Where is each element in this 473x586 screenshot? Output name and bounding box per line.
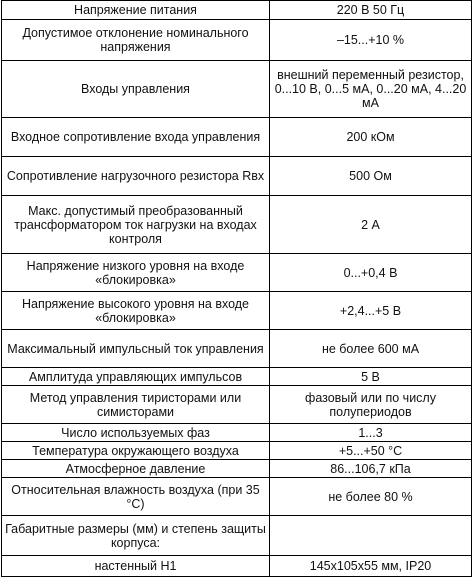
parameter-value-cell: 200 кОм: [270, 118, 472, 157]
parameter-value-cell: 86...106,7 кПа: [270, 460, 472, 478]
parameter-value-cell: +5...+50 °С: [270, 442, 472, 460]
parameter-name-cell: Атмосферное давление: [2, 460, 270, 478]
table-row: [2, 118, 472, 157]
table-row: [2, 61, 472, 118]
table-row: [2, 330, 472, 368]
specifications-table-body: [2, 1, 472, 577]
parameter-value-cell: 2 А: [270, 196, 472, 254]
table-row: [2, 556, 472, 577]
parameter-value-cell: 1...3: [270, 424, 472, 442]
parameter-name-cell: Допустимое отклонение номинального напряжения: [2, 20, 270, 61]
parameter-value-cell: 5 В: [270, 368, 472, 386]
table-row: [2, 254, 472, 292]
table-row: [2, 196, 472, 254]
parameter-value-cell: 145x105x55 мм, IP20: [270, 556, 472, 577]
parameter-name-cell: Входы управления: [2, 61, 270, 118]
table-row: [2, 478, 472, 516]
parameter-name-cell: Макс. допустимый преобразованный трансформатором ток нагрузки на входах контроля: [2, 196, 270, 254]
parameter-value-cell: фазовый или по числу полупериодов: [270, 386, 472, 424]
table-row: [2, 442, 472, 460]
table-row: [2, 1, 472, 20]
parameter-name-cell: Входное сопротивление входа управления: [2, 118, 270, 157]
parameter-value-cell: 500 Ом: [270, 157, 472, 196]
table-row: [2, 368, 472, 386]
parameter-value-cell: не более 80 %: [270, 478, 472, 516]
parameter-name-cell: Максимальный импульсный ток управления: [2, 330, 270, 368]
parameter-value-cell: 0...+0,4 В: [270, 254, 472, 292]
parameter-value-cell: 220 В 50 Гц: [270, 1, 472, 20]
parameter-name-cell: Амплитуда управляющих импульсов: [2, 368, 270, 386]
table-row: [2, 516, 472, 556]
parameter-name-cell: Число используемых фаз: [2, 424, 270, 442]
parameter-name-cell: настенный Н1: [2, 556, 270, 577]
parameter-name-cell: Напряжение высокого уровня на входе «блокировка»: [2, 292, 270, 330]
table-row: [2, 292, 472, 330]
parameter-value-cell: [270, 516, 472, 556]
parameter-value-cell: –15...+10 %: [270, 20, 472, 61]
table-row: [2, 386, 472, 424]
table-row: [2, 460, 472, 478]
table-row: [2, 20, 472, 61]
parameter-value-cell: не более 600 мА: [270, 330, 472, 368]
parameter-name-cell: Температура окружающего воздуха: [2, 442, 270, 460]
parameter-name-cell: Габаритные размеры (мм) и степень защиты корпуса:: [2, 516, 270, 556]
parameter-name-cell: Напряжение низкого уровня на входе «блокировка»: [2, 254, 270, 292]
parameter-name-cell: Метод управления тиристорами или симисторами: [2, 386, 270, 424]
parameter-name-cell: Относительная влажность воздуха (при 35 °С): [2, 478, 270, 516]
table-row: [2, 157, 472, 196]
parameter-name-cell: Напряжение питания: [2, 1, 270, 20]
specifications-table: [1, 0, 472, 577]
table-row: [2, 424, 472, 442]
parameter-name-cell: Сопротивление нагрузочного резистора Rвх: [2, 157, 270, 196]
parameter-value-cell: внешний переменный резистор, 0...10 В, 0...5 мА, 0...20 мА, 4...20 мА: [270, 61, 472, 118]
parameter-value-cell: +2,4...+5 В: [270, 292, 472, 330]
